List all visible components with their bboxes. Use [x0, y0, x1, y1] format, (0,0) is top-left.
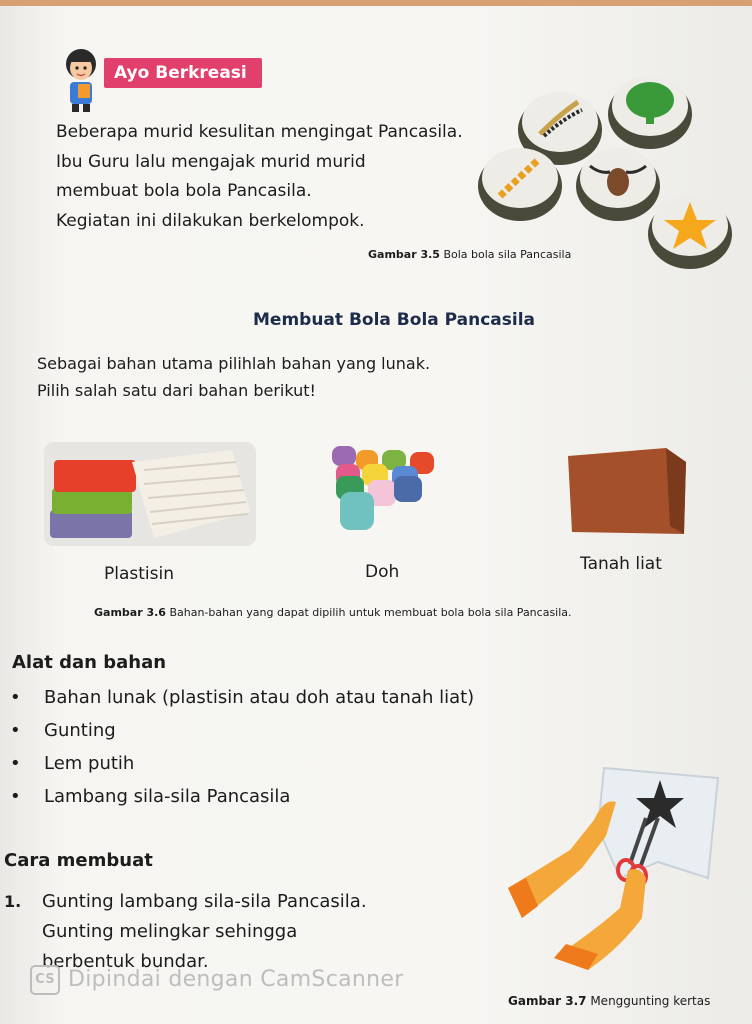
tools-title: Alat dan bahan — [12, 652, 167, 673]
camscanner-watermark — [30, 965, 404, 995]
figure-caption-text: Bola bola sila Pancasila — [443, 248, 572, 261]
figure-3-7-caption — [508, 994, 710, 1008]
ball-bull-head — [576, 148, 660, 221]
material-label-plastisin: Plastisin — [104, 564, 174, 584]
list-item: • Bahan lunak (plastisin atau doh atau tanah liat) — [10, 681, 474, 714]
steps-title: Cara membuat — [4, 850, 153, 871]
watermark-text: Dipindai dengan CamScanner — [68, 967, 404, 992]
intro-line: Ibu Guru lalu mengajak murid murid — [56, 151, 366, 172]
figure-caption-text: Menggunting kertas — [590, 994, 711, 1008]
bleed-through-text — [450, 420, 454, 436]
instruction-line: Sebagai bahan utama pilihlah bahan yang lunak. — [37, 354, 431, 373]
tanah-liat-image — [566, 446, 688, 538]
section-title: Membuat Bola Bola Pancasila — [253, 310, 536, 330]
step-line: berbentuk bundar. — [42, 951, 209, 972]
ball-star — [648, 196, 732, 269]
banner-label: Ayo Berkreasi — [114, 63, 247, 83]
figure-number: Gambar 3.7 — [508, 994, 587, 1008]
figure-caption-text: Bahan-bahan yang dapat dipilih untuk membuat bola bola sila Pancasila. — [169, 606, 572, 619]
figure-3-6-caption — [94, 606, 572, 619]
figure-number: Gambar 3.6 — [94, 606, 166, 619]
step-line: Gunting melingkar sehingga — [42, 921, 298, 942]
material-label-tanah-liat: Tanah liat — [580, 554, 662, 574]
plastisin-image — [44, 442, 256, 546]
student-character-icon — [58, 46, 104, 114]
intro-paragraph — [56, 118, 463, 236]
tools-list — [10, 681, 474, 813]
figure-number: Gambar 3.5 — [368, 248, 440, 261]
step-item — [4, 887, 367, 917]
ball-banyan-tree — [608, 76, 692, 149]
list-item: • Gunting — [10, 714, 474, 747]
doh-image — [328, 442, 440, 534]
intro-line: Beberapa murid kesulitan mengingat Pancasila. — [56, 122, 463, 142]
material-label-doh: Doh — [365, 562, 400, 582]
intro-line: Kegiatan ini dilakukan berkelompok. — [56, 210, 365, 231]
list-item: • Lambang sila-sila Pancasila — [10, 780, 474, 813]
step-number: 1. — [4, 892, 22, 911]
page-top-edge — [0, 0, 752, 6]
figure-3-5-caption — [368, 248, 571, 261]
instructions — [37, 350, 430, 404]
instruction-line: Pilih salah satu dari bahan berikut! — [37, 381, 316, 400]
pancasila-balls-figure — [478, 74, 738, 274]
intro-line: membuat bola bola Pancasila. — [56, 181, 312, 201]
steps-list — [4, 887, 367, 977]
step-line: Gunting lambang sila-sila Pancasila. — [42, 891, 367, 912]
cutting-paper-image — [508, 758, 732, 976]
ayo-berkreasi-banner — [104, 58, 262, 88]
list-item: • Lem putih — [10, 747, 474, 780]
camscanner-logo: CS — [30, 965, 60, 995]
